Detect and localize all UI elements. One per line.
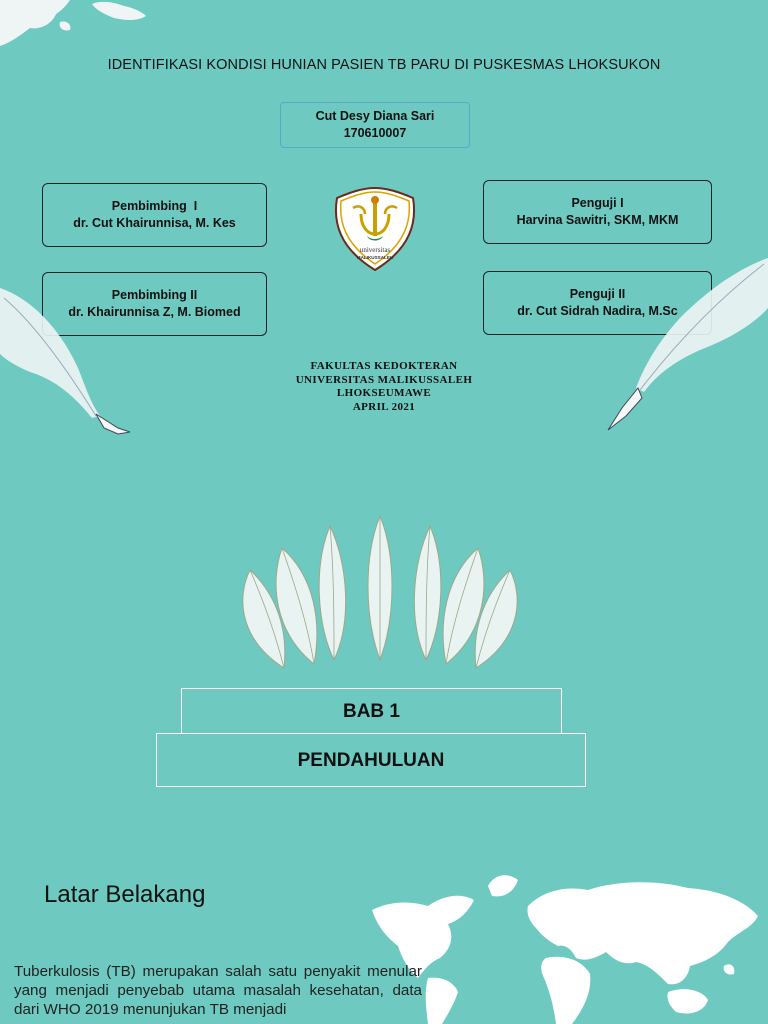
city-name: LHOKSEUMAWE — [336, 387, 432, 399]
world-map-fragment-icon — [0, 0, 150, 55]
logo-text-universitas: universitas — [359, 246, 391, 254]
pembimbing-1-box — [42, 183, 267, 247]
author-id: 170610007 — [343, 126, 407, 140]
author-box — [280, 102, 470, 148]
penguji-2-role: Penguji II — [569, 287, 626, 301]
penguji-1-box — [483, 180, 712, 244]
pembimbing-1-role: Pembimbing I — [111, 199, 198, 213]
chapter-number: BAB 1 — [181, 688, 562, 734]
leaves-decoration-icon — [230, 512, 530, 672]
author-name: Cut Desy Diana Sari — [315, 109, 435, 123]
faculty-name: FAKULTAS KEDOKTERAN — [310, 360, 458, 372]
faculty-block — [0, 360, 768, 414]
chapter-title: PENDAHULUAN — [156, 733, 586, 787]
penguji-1-role: Penguji I — [571, 196, 624, 210]
pembimbing-2-role: Pembimbing II — [111, 288, 198, 302]
section-paragraph: Tuberkulosis (TB) merupakan salah satu penyakit menular yang menjadi penyebab utama masalah kesehatan, data dari WHO 2019 menunjukan TB menjadi — [14, 963, 422, 1018]
university-logo-icon — [331, 186, 419, 272]
pembimbing-1-name: dr. Cut Khairunnisa, M. Kes — [73, 216, 236, 230]
date-label: APRIL 2021 — [352, 400, 416, 413]
penguji-2-name: dr. Cut Sidrah Nadira, M.Sc — [517, 304, 678, 318]
world-map-icon — [368, 866, 768, 1024]
penguji-1-name: Harvina Sawitri, SKM, MKM — [516, 213, 679, 227]
section-heading: Latar Belakang — [44, 881, 206, 908]
logo-text-malikussaleh: MALIKUSSALEH — [356, 255, 394, 260]
pembimbing-2-name: dr. Khairunnisa Z, M. Biomed — [68, 305, 241, 319]
university-name: UNIVERSITAS MALIKUSSALEH — [295, 373, 473, 386]
document-title: IDENTIFIKASI KONDISI HUNIAN PASIEN TB PARU DI PUSKESMAS LHOKSUKON — [107, 57, 661, 73]
